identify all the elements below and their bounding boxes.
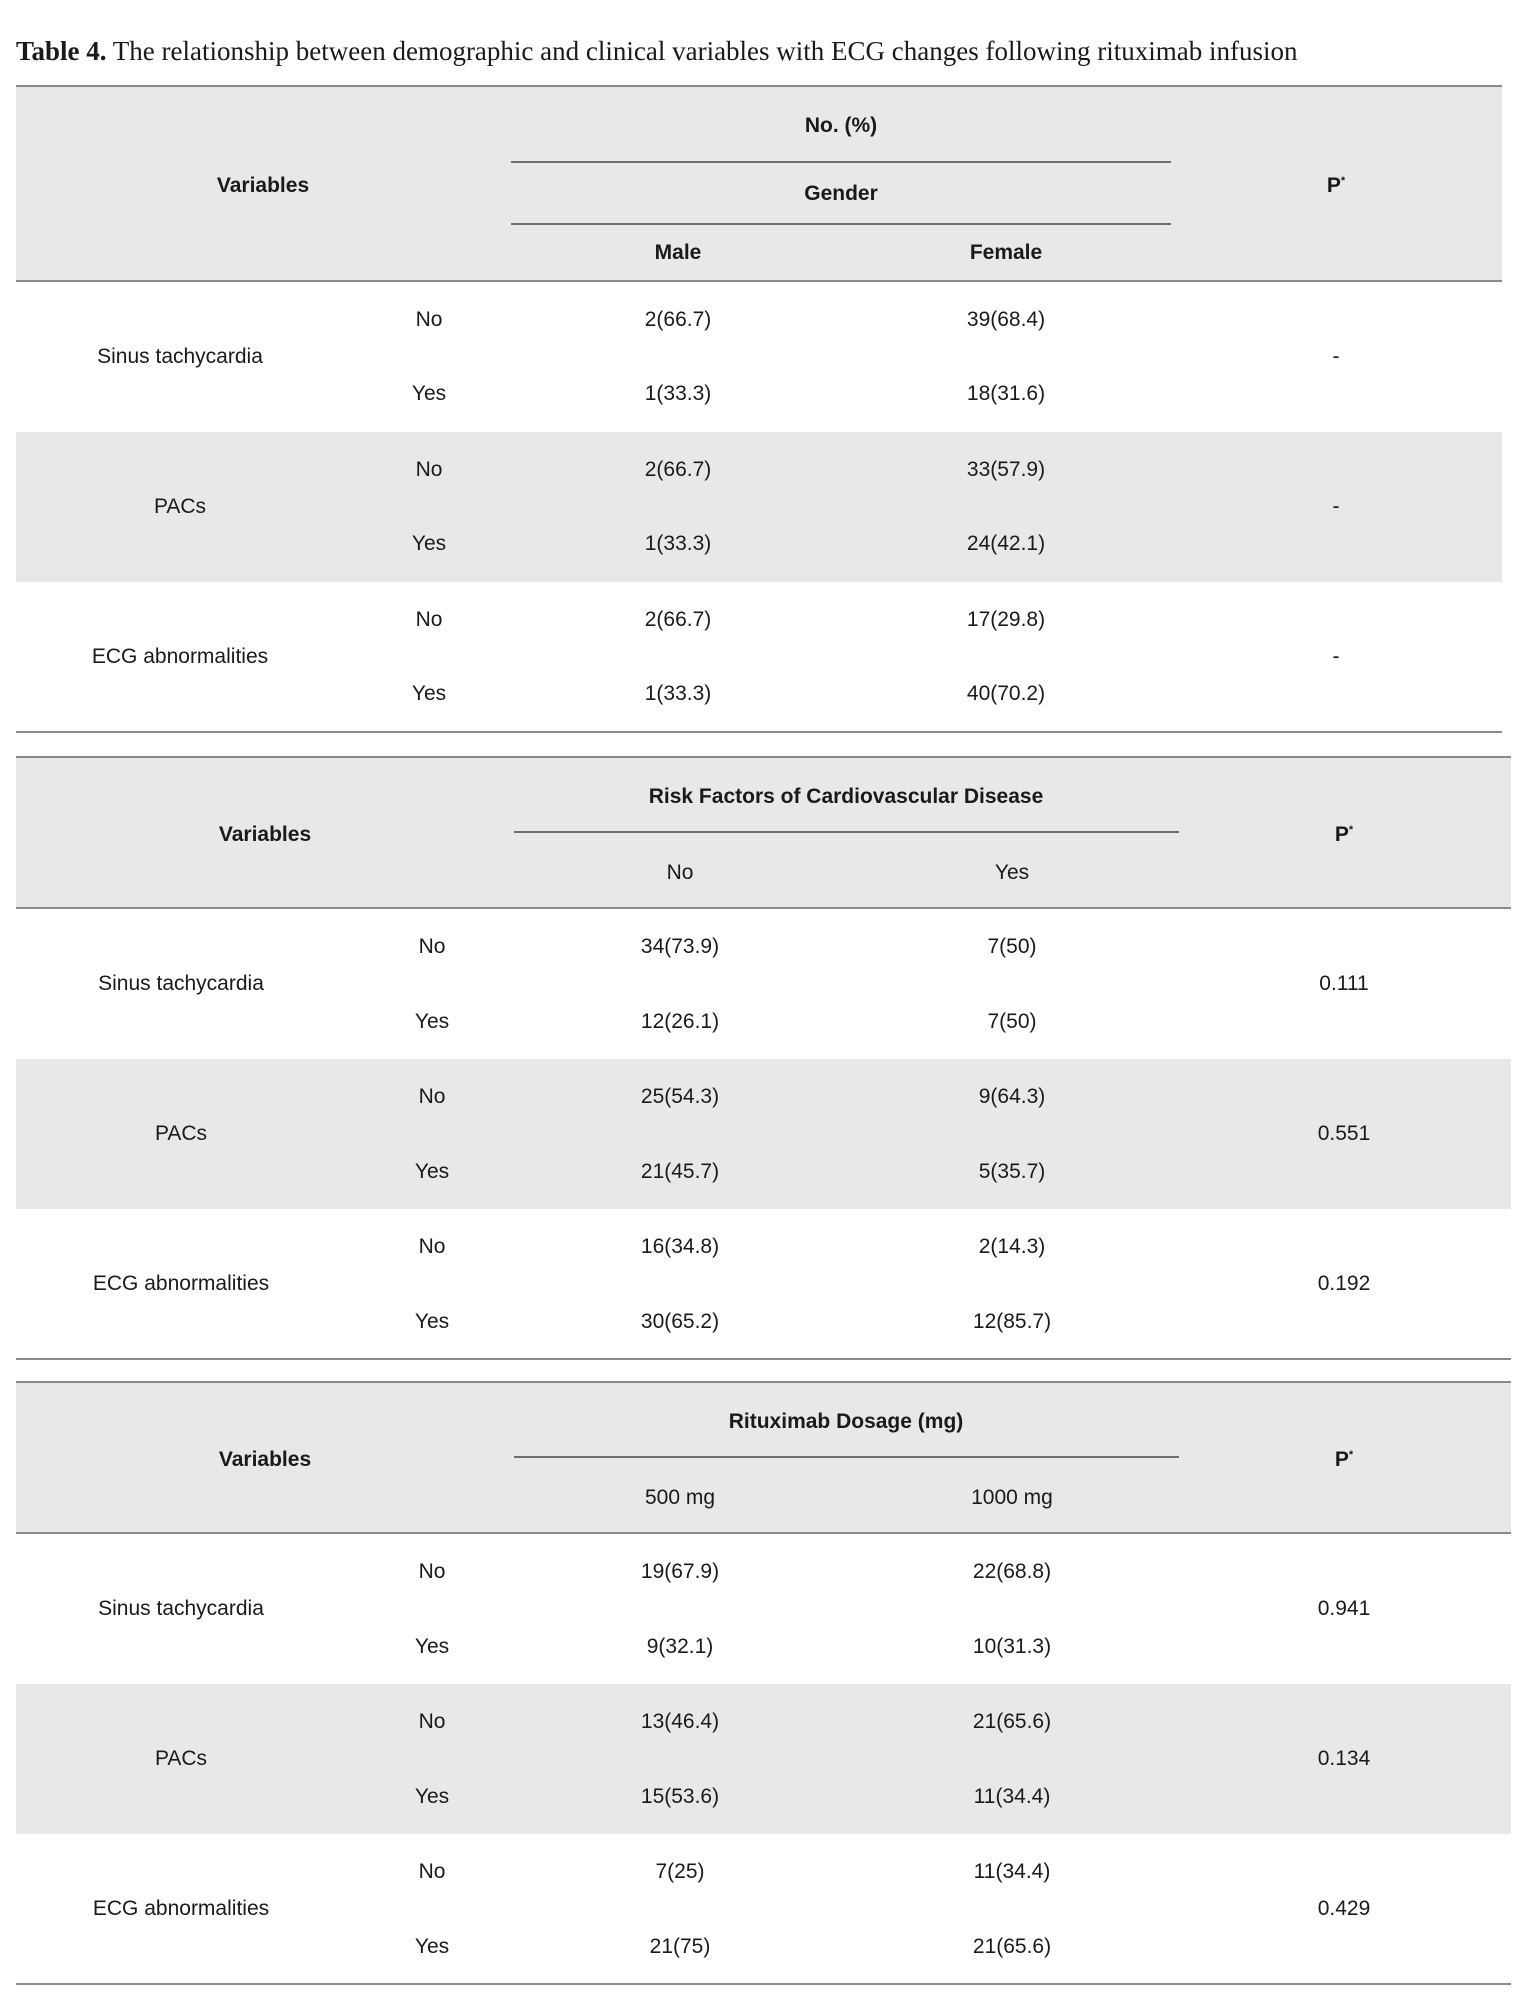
level-label: No [418, 1560, 446, 1583]
p-value: 0.134 [1317, 1747, 1371, 1770]
table-row [16, 1684, 1511, 1834]
table-cell: 21(65.6) [972, 1935, 1052, 1958]
table-cell: 2(14.3) [978, 1235, 1046, 1258]
p-value: - [1332, 645, 1340, 668]
table-cell: 34(73.9) [640, 935, 720, 958]
table-label: Table 4. [16, 36, 107, 66]
top-group-rule [511, 161, 1171, 163]
gender-table [16, 85, 1502, 732]
level-label: No [418, 935, 446, 958]
variables-header: Variables [216, 174, 310, 197]
col-header-male: Male [654, 241, 702, 264]
table-cell: 25(54.3) [640, 1085, 720, 1108]
table-cell: 24(42.1) [966, 532, 1046, 555]
level-label: No [418, 1235, 446, 1258]
table-cell: 15(53.6) [640, 1785, 720, 1808]
table-cell: 11(34.4) [973, 1785, 1051, 1808]
p-label: P [1326, 174, 1341, 197]
risk-factors-table [16, 756, 1511, 1359]
table-cell: 21(75) [649, 1935, 711, 1958]
table-cell: 12(85.7) [972, 1310, 1052, 1333]
table-cell: 7(50) [987, 1010, 1037, 1033]
table-cell: 2(66.7) [644, 458, 712, 481]
variable-label: Sinus tachycardia [97, 345, 263, 368]
table-cell: 12(26.1) [640, 1010, 720, 1033]
variable-label: PACs [153, 495, 207, 518]
table-row [16, 909, 1511, 1059]
table-bottom-rule [16, 731, 1502, 733]
p-footnote-mark: * [1348, 1449, 1354, 1461]
level-label: No [418, 1860, 446, 1883]
table-cell: 7(50) [987, 935, 1037, 958]
col-header-no: No [666, 861, 694, 884]
dosage-table [16, 1381, 1511, 1984]
table-row [16, 282, 1502, 432]
level-label: Yes [414, 1635, 450, 1658]
p-value: - [1332, 495, 1340, 518]
table-cell: 22(68.8) [972, 1560, 1052, 1583]
table-row [16, 582, 1502, 732]
table-cell: 1(33.3) [644, 382, 712, 405]
table-row [16, 1059, 1511, 1209]
table-cell: 5(35.7) [978, 1160, 1046, 1183]
variables-header: Variables [218, 1448, 312, 1471]
variable-label: PACs [154, 1747, 208, 1770]
table-cell: 33(57.9) [966, 458, 1046, 481]
table-cell: 13(46.4) [640, 1710, 720, 1733]
table-cell: 21(45.7) [640, 1160, 720, 1183]
table-cell: 18(31.6) [966, 382, 1046, 405]
p-footnote-mark: * [1340, 175, 1346, 187]
level-label: Yes [414, 1785, 450, 1808]
p-value-header [1327, 174, 1345, 198]
table-cell: 19(67.9) [640, 1560, 720, 1583]
group-rule [514, 1456, 1179, 1458]
p-value-header [1335, 823, 1353, 847]
table-row [16, 1834, 1511, 1984]
level-label: Yes [414, 1935, 450, 1958]
level-label: No [418, 1085, 446, 1108]
table-row [16, 432, 1502, 582]
table-header [16, 756, 1511, 909]
table-row [16, 1534, 1511, 1684]
col-header-1000mg: 1000 mg [971, 1486, 1053, 1509]
top-group-header: No. (%) [804, 114, 878, 137]
level-label: No [415, 608, 443, 631]
level-label: Yes [414, 1010, 450, 1033]
table-header [16, 1381, 1511, 1534]
table-cell: 39(68.4) [966, 308, 1046, 331]
table-cell: 7(25) [655, 1860, 705, 1883]
p-value: 0.111 [1319, 972, 1369, 995]
p-label: P [1334, 1448, 1349, 1471]
variable-label: Sinus tachycardia [98, 1597, 264, 1620]
variables-header: Variables [218, 823, 312, 846]
table-cell: 11(34.4) [973, 1860, 1051, 1883]
gender-group-header: Gender [804, 182, 878, 205]
level-label: Yes [414, 1310, 450, 1333]
group-rule [514, 831, 1179, 833]
table-bottom-rule [16, 1983, 1511, 1985]
level-label: Yes [411, 532, 447, 555]
p-value: 0.429 [1317, 1897, 1371, 1920]
table-cell: 40(70.2) [966, 682, 1046, 705]
table-cell: 2(66.7) [644, 608, 712, 631]
p-value: 0.551 [1317, 1122, 1371, 1145]
table-caption [16, 36, 1298, 67]
p-value: 0.941 [1317, 1597, 1371, 1620]
table-cell: 1(33.3) [644, 532, 712, 555]
table-cell: 16(34.8) [640, 1235, 720, 1258]
variable-label: PACs [154, 1122, 208, 1145]
group-header: Risk Factors of Cardiovascular Disease [648, 785, 1044, 808]
p-label: P [1334, 823, 1349, 846]
col-header-500mg: 500 mg [644, 1486, 716, 1509]
table-cell: 9(32.1) [646, 1635, 714, 1658]
table-cell: 21(65.6) [972, 1710, 1052, 1733]
level-label: No [418, 1710, 446, 1733]
level-label: No [415, 458, 443, 481]
table-cell: 17(29.8) [966, 608, 1046, 631]
variable-label: Sinus tachycardia [98, 972, 264, 995]
variable-label: ECG abnormalities [92, 1272, 270, 1295]
level-label: Yes [411, 382, 447, 405]
table-cell: 1(33.3) [644, 682, 712, 705]
col-header-yes: Yes [994, 861, 1030, 884]
group-header: Rituximab Dosage (mg) [728, 1410, 964, 1433]
table-bottom-rule [16, 1358, 1511, 1360]
level-label: Yes [411, 682, 447, 705]
level-label: Yes [414, 1160, 450, 1183]
level-label: No [415, 308, 443, 331]
p-value-header [1335, 1448, 1353, 1472]
table-cell: 10(31.3) [972, 1635, 1052, 1658]
table-cell: 9(64.3) [978, 1085, 1046, 1108]
col-header-female: Female [969, 241, 1043, 264]
p-footnote-mark: * [1348, 824, 1354, 836]
group-rule [511, 223, 1171, 225]
p-value: 0.192 [1317, 1272, 1371, 1295]
table-row [16, 1209, 1511, 1359]
p-value: - [1332, 345, 1340, 368]
table-cell: 2(66.7) [644, 308, 712, 331]
table-cell: 30(65.2) [640, 1310, 720, 1333]
variable-label: ECG abnormalities [92, 1897, 270, 1920]
table-header [16, 85, 1502, 282]
variable-label: ECG abnormalities [91, 645, 269, 668]
table-title: The relationship between demographic and clinical variables with ECG changes following rituximab infusion [106, 36, 1298, 66]
